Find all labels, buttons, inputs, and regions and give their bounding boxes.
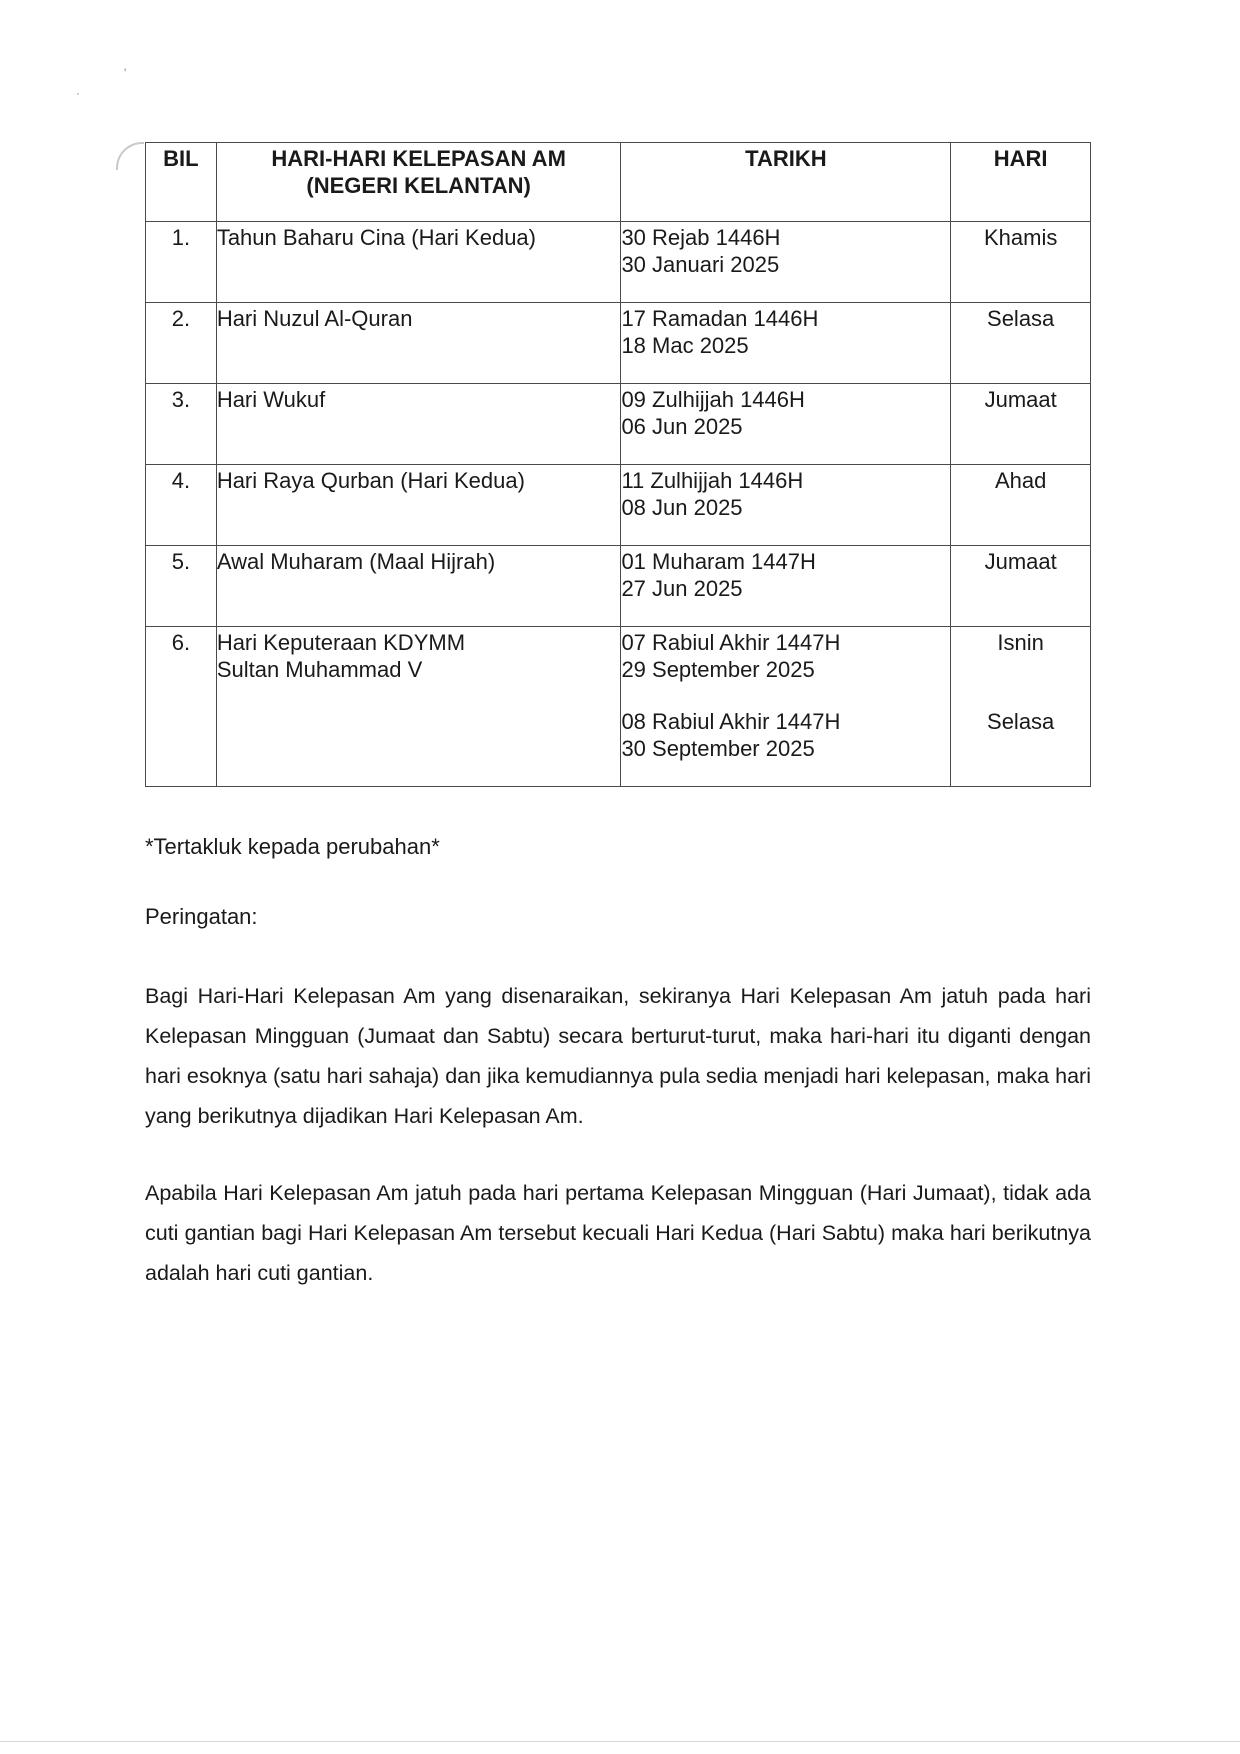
holiday-date xyxy=(621,546,951,627)
day-name: Selasa xyxy=(987,709,1055,734)
subject-to-change-note: *Tertakluk kepada perubahan* xyxy=(145,834,440,859)
holiday-table xyxy=(145,142,1091,787)
holiday-name-line1: Hari Raya Qurban (Hari Kedua) xyxy=(216,468,525,493)
row-number: 2. xyxy=(146,303,217,384)
reminder-label: Peringatan: xyxy=(145,904,258,929)
day-name: Jumaat xyxy=(984,387,1057,412)
header-hari xyxy=(951,143,1091,222)
row-number: 3. xyxy=(146,384,217,465)
scan-corner-artifact xyxy=(116,142,144,170)
gregorian-date: 08 Jun 2025 xyxy=(621,495,743,520)
day-name: Khamis xyxy=(983,225,1058,250)
table-row xyxy=(146,546,1091,627)
gregorian-date: 06 Jun 2025 xyxy=(621,414,743,439)
scan-artifact-mark: ' xyxy=(124,66,127,80)
holiday-name-line1: Hari Keputeraan KDYMM xyxy=(216,630,466,655)
holiday-day xyxy=(951,222,1091,303)
header-bil xyxy=(146,143,217,222)
day-name: Selasa xyxy=(987,306,1055,331)
hijri-date: 30 Rejab 1446H xyxy=(621,225,781,250)
header-holiday-name xyxy=(216,143,621,222)
holiday-name xyxy=(216,222,621,303)
day-name: Isnin xyxy=(997,630,1044,655)
page-bottom-rule xyxy=(0,1741,1240,1742)
holiday-date xyxy=(621,384,951,465)
header-tarikh-label: TARIKH xyxy=(745,146,827,171)
holiday-date xyxy=(621,222,951,303)
holiday-name xyxy=(216,303,621,384)
holiday-date xyxy=(621,465,951,546)
gregorian-date: 27 Jun 2025 xyxy=(621,576,743,601)
header-bil-label: BIL xyxy=(163,146,199,171)
holiday-day xyxy=(951,303,1091,384)
header-name-line1: HARI-HARI KELEPASAN AM xyxy=(271,146,566,171)
table-header-row xyxy=(146,143,1091,222)
row-number: 4. xyxy=(146,465,217,546)
table-row xyxy=(146,384,1091,465)
gregorian-date: 30 Januari 2025 xyxy=(621,252,780,277)
holiday-name xyxy=(216,627,621,787)
hijri-date: 17 Ramadan 1446H xyxy=(621,306,819,331)
hijri-date: 08 Rabiul Akhir 1447H xyxy=(621,709,841,734)
day-name: Ahad xyxy=(994,468,1047,493)
holiday-day xyxy=(951,627,1091,787)
table-row xyxy=(146,627,1091,787)
hijri-date: 07 Rabiul Akhir 1447H xyxy=(621,630,841,655)
holiday-day xyxy=(951,546,1091,627)
header-name-line2: (NEGERI KELANTAN) xyxy=(306,173,531,198)
gregorian-date: 29 September 2025 xyxy=(621,657,815,682)
holiday-name-line1: Awal Muharam (Maal Hijrah) xyxy=(216,549,496,574)
row-number: 6. xyxy=(146,627,217,787)
reminder-paragraph-2: Apabila Hari Kelepasan Am jatuh pada hari pertama Kelepasan Mingguan (Hari Jumaat), tidak ada cuti gantian bagi Hari Kelepasan Am tersebut kecuali Hari Kedua (Hari Sabtu) maka hari berikutnya adalah hari cuti gantian. xyxy=(145,1181,1091,1285)
scan-artifact-mark: · xyxy=(76,86,80,100)
day-name: Jumaat xyxy=(984,549,1057,574)
hijri-date: 09 Zulhijjah 1446H xyxy=(621,387,805,412)
gregorian-date: 18 Mac 2025 xyxy=(621,333,749,358)
holiday-name xyxy=(216,384,621,465)
table-row xyxy=(146,465,1091,546)
holiday-day xyxy=(951,465,1091,546)
holiday-name-line2: Sultan Muhammad V xyxy=(216,657,423,682)
holiday-name-line1: Hari Nuzul Al-Quran xyxy=(216,306,413,331)
table-row xyxy=(146,303,1091,384)
holiday-name-line1: Hari Wukuf xyxy=(216,387,326,412)
holiday-name xyxy=(216,465,621,546)
holiday-date xyxy=(621,303,951,384)
header-tarikh xyxy=(621,143,951,222)
row-number: 5. xyxy=(146,546,217,627)
holiday-name-line1: Tahun Baharu Cina (Hari Kedua) xyxy=(216,225,536,250)
hijri-date: 01 Muharam 1447H xyxy=(621,549,816,574)
holiday-date xyxy=(621,627,951,787)
reminder-paragraph-1: Bagi Hari-Hari Kelepasan Am yang disenaraikan, sekiranya Hari Kelepasan Am jatuh pada hari Kelepasan Mingguan (Jumaat dan Sabtu) secara berturut-turut, maka hari-hari itu diganti dengan hari esoknya (satu hari sahaja) dan jika kemudiannya pula sedia menjadi hari kelepasan, maka hari yang berikutnya dijadikan Hari Kelepasan Am. xyxy=(145,984,1091,1128)
holiday-day xyxy=(951,384,1091,465)
header-hari-label: HARI xyxy=(993,146,1048,171)
table-row xyxy=(146,222,1091,303)
gregorian-date: 30 September 2025 xyxy=(621,736,815,761)
row-number: 1. xyxy=(146,222,217,303)
hijri-date: 11 Zulhijjah 1446H xyxy=(621,468,804,493)
holiday-name xyxy=(216,546,621,627)
